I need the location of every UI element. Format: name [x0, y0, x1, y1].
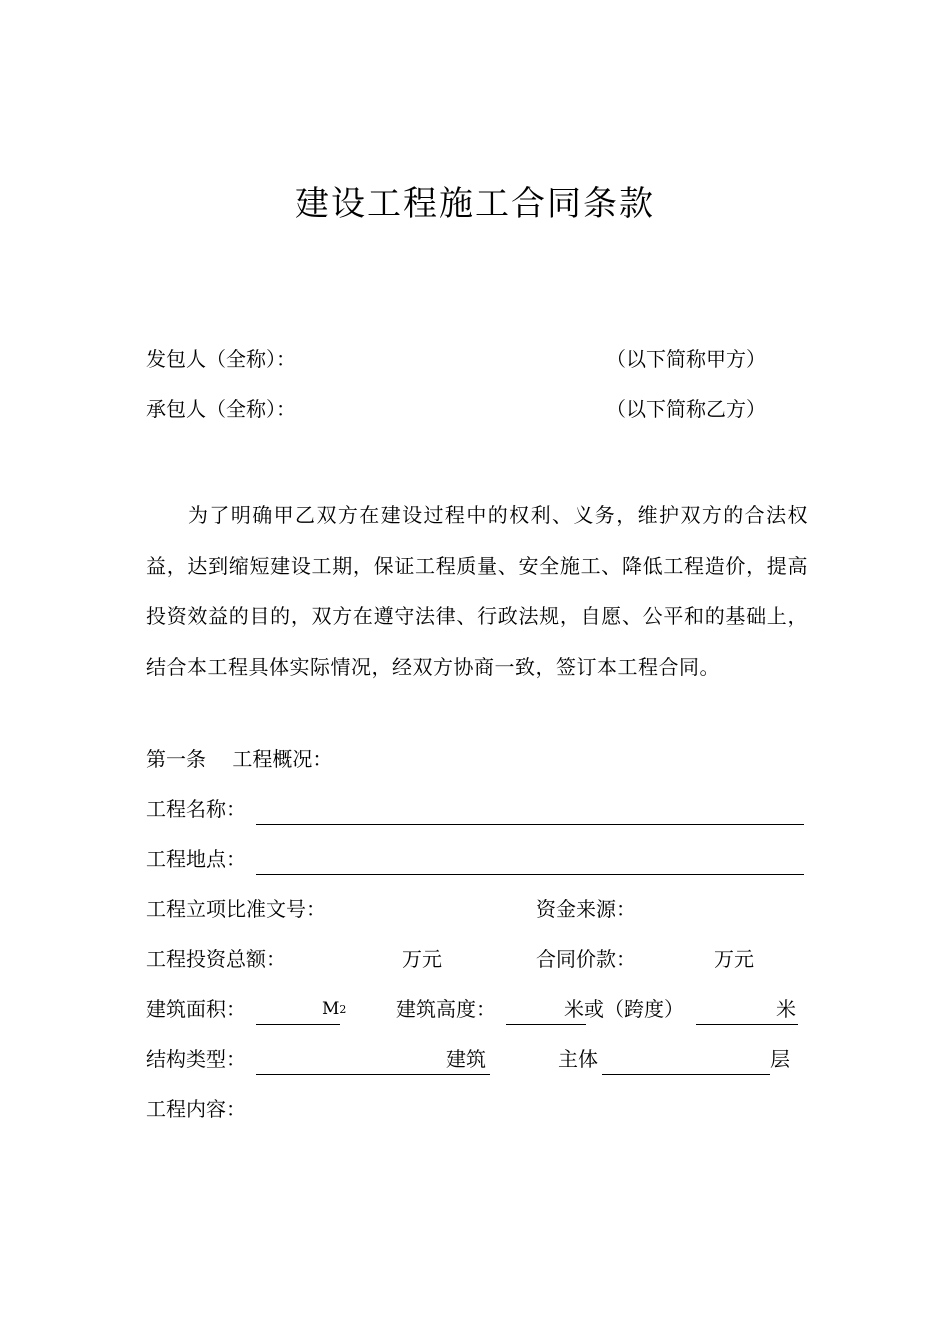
- project-name-label: 工程名称：: [146, 797, 246, 821]
- contract-price-label: 合同价款：: [536, 947, 636, 971]
- floors-field[interactable]: [602, 1050, 770, 1075]
- area-unit: M2: [322, 999, 347, 1019]
- employer-label: 发包人（全称）：: [146, 347, 296, 371]
- project-content-label: 工程内容：: [146, 1097, 246, 1121]
- approval-number-label: 工程立项比准文号：: [146, 897, 326, 921]
- span-unit: 米: [776, 997, 796, 1021]
- project-location-label: 工程地点：: [146, 847, 246, 871]
- total-investment-label: 工程投资总额：: [146, 947, 286, 971]
- contractor-label: 承包人（全称）：: [146, 397, 296, 421]
- structure-unit: 建筑: [446, 1047, 486, 1071]
- investment-unit: 万元: [402, 947, 442, 971]
- contractor-abbreviation: （以下简称乙方）: [606, 397, 766, 421]
- height-unit: 米或（跨度）: [564, 997, 684, 1021]
- preamble-paragraph: 为了明确甲乙双方在建设过程中的权利、义务，维护双方的合法权益，达到缩短建设工期，保证工程质量、安全施工、降低工程造价，提高投资效益的目的，双方在遵守法律、行政法规，自愿、公平和的基础上，结合本工程具体实际情况，经双方协商一致，签订本工程合同。: [146, 503, 808, 679]
- structure-type-label: 结构类型：: [146, 1047, 246, 1071]
- building-area-label: 建筑面积：: [146, 997, 246, 1021]
- employer-abbreviation: （以下简称甲方）: [606, 347, 766, 371]
- project-name-field[interactable]: [256, 800, 804, 825]
- building-height-label: 建筑高度：: [396, 997, 496, 1021]
- main-body-label: 主体: [558, 1047, 598, 1071]
- article-1-heading: 第一条 工程概况：: [146, 747, 333, 771]
- price-unit: 万元: [714, 947, 754, 971]
- funding-source-label: 资金来源：: [536, 897, 636, 921]
- project-location-field[interactable]: [256, 850, 804, 875]
- floors-unit: 层: [770, 1047, 790, 1071]
- document-title: 建设工程施工合同条款: [295, 184, 655, 224]
